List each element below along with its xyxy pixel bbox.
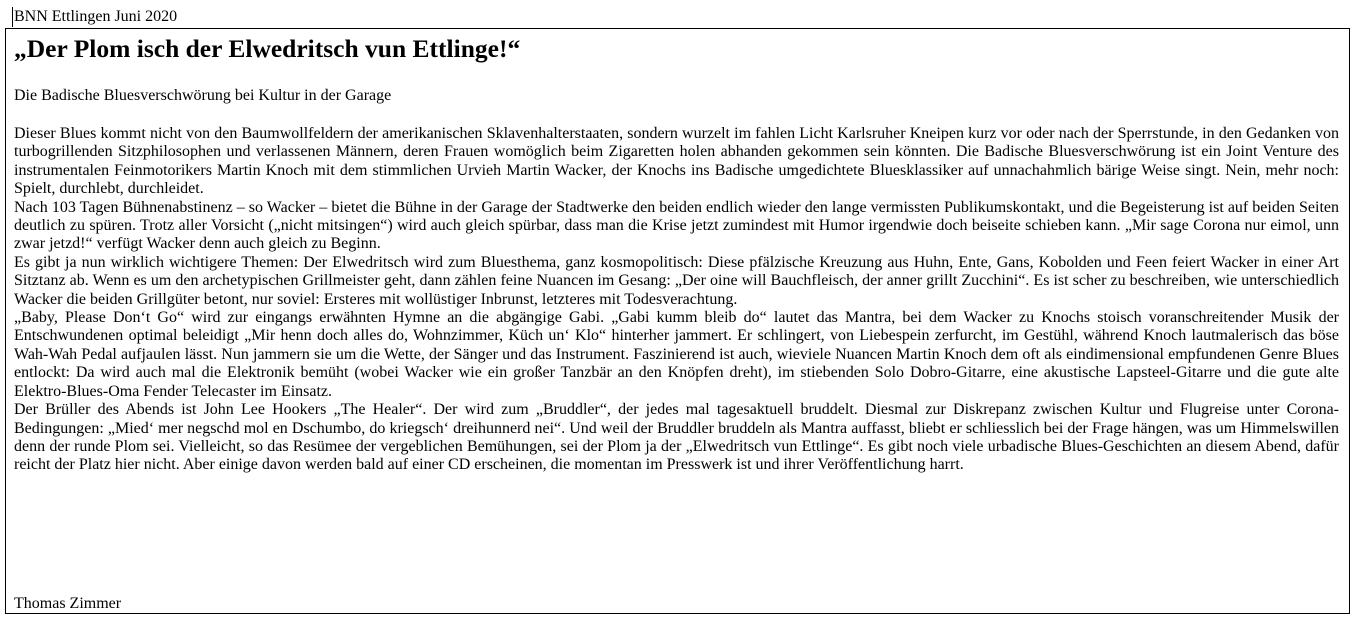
article-subtitle: Die Badische Bluesverschwörung bei Kultur in der Garage [14, 87, 392, 104]
paragraph: Nach 103 Tagen Bühnenabstinenz – so Wacker – bietet die Bühne in der Garage der Stadtwerke den beiden endlich wieder den lange vermissten Publikumskontakt, und die Begeisterung ist auf beiden Seiten deutlich zu spüren. Trotz aller Vorsicht („nicht mitsingen“) wird auch gleich spürbar, dass man die Krise jetzt zumindest mit Humor irgendwie doch beiseite schieben kann. „Mir sage Corona nur eimol, unn zwar jetzd!“ verfügt Wacker denn auch gleich zu Beginn. [14, 198, 1339, 253]
paragraph: „Baby, Please Don‘t Go“ wird zur eingangs erwähnten Hymne an die abgängige Gabi. „Gabi kumm bleib do“ lautet das Mantra, bei dem Wacker zu Knochs stoisch voranschreitender Musik der Entschwundenen optimal beleidigt „Mir henn doch alles do, Wohnzimmer, Küch un‘ Klo“ hinterher jammert. Er schlingert, von Liebespein zerfurcht, im Gestühl, während Knoch lautmalerisch das böse Wah-Wah Pedal aufjaulen lässt. Nun jammern sie um die Wette, der Sänger und das Instrument. Faszinierend ist auch, wieviele Nuancen Martin Knoch dem oft als eindimensional empfundenen Genre Blues entlockt: Da wird auch mal die Elektronik bemüht (wobei Wacker wie ein großer Tanzbär an den Knöpfen dreht), im stiebenden Solo Dobro-Gitarre, eine akustische Lapsteel-Gitarre und die gute alte Elektro-Blues-Oma Fender Telecaster im Einsatz. [14, 309, 1339, 400]
source-line: BNN Ettlingen Juni 2020 [14, 8, 178, 25]
article-frame [5, 28, 1350, 614]
paragraph: Der Brüller des Abends ist John Lee Hookers „The Healer“. Der wird zum „Bruddler“, der jedes mal tagesaktuell bruddelt. Diesmal zur Diskrepanz zwischen Kultur und Flugreise unter Corona-Bedingungen: „Mied‘ mer negschd mol en Dschumbo, do kriegsch‘ dreihunnerd nei“. Und weil der Bruddler bruddeln als Mantra auffasst, bliebt er schliesslich bei der Frage hängen, was um Himmelswillen denn der runde Plom sei. Vielleicht, so das Resümee der vergeblichen Bemühungen, sei der Plom ja der „Elwedritsch vun Ettlinge“. Es gibt noch viele urbadische Blues-Geschichten an diesem Abend, dafür reicht der Platz hier nicht. Aber einige davon werden bald auf einer CD erscheinen, die momentan im Presswerk ist und ihrer Veröffentlichung harrt. [14, 401, 1339, 474]
author-name: Thomas Zimmer [14, 595, 122, 612]
article-body [14, 125, 1339, 475]
paragraph: Dieser Blues kommt nicht von den Baumwollfeldern der amerikanischen Sklavenhalterstaaten, sondern wurzelt im fahlen Licht Karlsruher Kneipen kurz vor oder nach der Sperrstunde, in den Gedanken von turbogrillenden Sitzphilosophen und verlassenen Männern, deren Frauen womöglich beim Zigaretten holen abhanden gekommen sein könnten. Die Badische Bluesverschwörung ist ein Joint Venture des instrumentalen Feinmotorikers Martin Knoch mit dem stimmlichen Urvieh Martin Wacker, der Knochs ins Badische umgedichtete Bluesklassiker auf unnachahmlich bärige Weise singt. Nein, mehr noch: Spielt, durchlebt, durchleidet. [14, 125, 1339, 198]
article-title: „Der Plom isch der Elwedritsch vun Ettlinge!“ [14, 34, 521, 63]
paragraph: Es gibt ja nun wirklich wichtigere Themen: Der Elwedritsch wird zum Bluesthema, ganz kosmopolitisch: Diese pfälzische Kreuzung aus Huhn, Ente, Gans, Kobolden und Feen feiert Wacker in einer Art Sitztanz ab. Wenn es um den archetypischen Grillmeister geht, dann zählen feine Nuancen im Gesang: „Der oine will Bauchfleisch, der anner grillt Zucchini“. Es ist scher zu beschreiben, wie unterschiedlich Wacker die beiden Grillgüter betont, nur soviel: Ersteres mit wollüstiger Inbrunst, letzteres mit Todesverachtung. [14, 253, 1339, 308]
